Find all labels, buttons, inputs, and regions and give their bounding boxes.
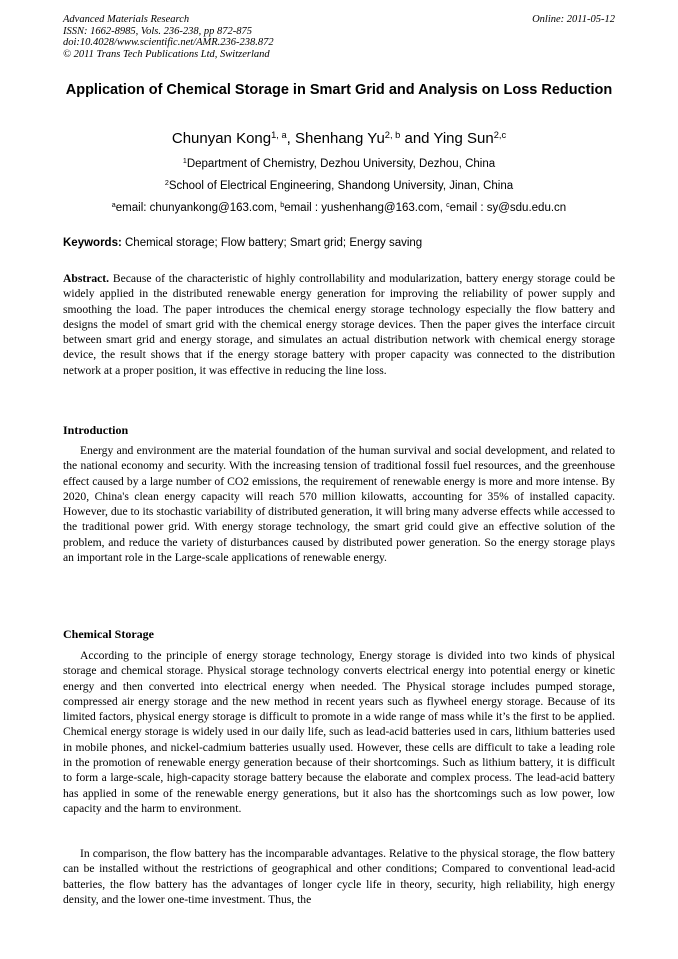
author-3-name: Ying Sun bbox=[433, 130, 494, 147]
affiliation-2-text: School of Electrical Engineering, Shandong University, Jinan, China bbox=[168, 180, 514, 192]
abstract-label: Abstract. bbox=[63, 272, 110, 285]
chemical-storage-paragraph-2: In comparison, the flow battery has the incomparable advantages. Relative to the physical storage, the flow battery can be installed without the restrictions of geographical and other conditions; Compared to conventional lead-acid batteries, the flow battery has the advantages of longer cycle life in theory, security, high reliability, high energy density, and the lower one-time investment. Thus, the bbox=[63, 847, 615, 906]
email-a-sup: a bbox=[111, 201, 116, 210]
online-date: Online: 2011-05-12 bbox=[532, 14, 615, 25]
keywords-label: Keywords: bbox=[63, 237, 122, 249]
abstract-paragraph bbox=[63, 271, 615, 378]
author-separator: and bbox=[400, 130, 434, 147]
author-1-sup: 1, a bbox=[271, 129, 287, 140]
email-b: email : yushenhang@163.com, bbox=[284, 202, 447, 214]
author-line bbox=[63, 130, 615, 148]
copyright-line: © 2011 Trans Tech Publications Ltd, Switzerland bbox=[63, 48, 270, 60]
journal-name: Advanced Materials Research bbox=[63, 14, 190, 25]
abstract-text: Because of the characteristic of highly controllability and modularization, battery energy storage could be widely applied in the distributed renewable energy generation for improving the reliability of power supply and smoothing the load. The paper introduces the chemical energy storage technology especially the flow battery and designs the model of smart grid with the chemical energy storage devices. Then the paper gives the interface circuit between smart grid and energy storage, and simulates an actual distribution network with chemical energy storage device, the result shows that if the energy storage battery with proper capacity was connected to the distribution network at a proper position, it was effective in reducing the line loss. bbox=[63, 272, 615, 377]
keywords-text: Chemical storage; Flow battery; Smart grid; Energy saving bbox=[121, 237, 423, 249]
email-b-sup: b bbox=[280, 201, 285, 210]
issn-line: ISSN: 1662-8985, Vols. 236-238, pp 872-875 bbox=[63, 25, 252, 37]
affiliation-1 bbox=[63, 157, 615, 171]
author-3-sup: 2,c bbox=[493, 129, 507, 140]
email-c-sup: c bbox=[446, 201, 450, 210]
email-line bbox=[63, 201, 615, 215]
chemical-storage-paragraph-1: According to the principle of energy storage technology, Energy storage is divided into two kinds of physical storage and chemical storage. Physical storage technology converts electrical energy into potential energy or kinetic energy and then converted into electrical energy when needed. The Physical storage includes pumped storage, compressed air energy storage and the new method in recent years such as flywheel energy storage. Because of its limited factors, physical energy storage is difficult to promote in a wide range of mass while it’s the first to be applied. Chemical energy storage is widely used in our daily life, such as lead-acid batteries used in cars, lithium batteries used in mobile phones, and nickel-cadmium batteries usually used. However, these cells are difficult to take a leading role in the promotion of renewable energy generation because of their shortcomings. Such as lithium battery, it is difficult to form a large-scale, high-capacity storage battery because the elaborate and complex process. The lead-acid battery has applied in some of the renewable energy generations, but it also has the shortcomings such as low power, low capacity and the harm to environment. bbox=[63, 649, 615, 815]
email-a: email: chunyankong@163.com, bbox=[115, 202, 281, 214]
introduction-paragraph: Energy and environment are the material foundation of the human survival and social development, and related to the national economy and security. With the increasing tension of traditional fossil fuel resources, and the greenhouse effect caused by a large number of CO2 emissions, the requirement of renewable energy is more and more intense. By 2020, China's clean energy capacity will reach 570 million kilowatts, accounting for 35% of installed capacity. However, due to its stochastic variability of distributed generation, it will bring many adverse effects while accessed to the traditional power grid. With energy storage technology, the smart grid could give an effective solution of the problem, and reduce the variety of disturbances caused by distributed power generation. So the energy storage plays an important role in the Large-scale applications of renewable energy. bbox=[63, 444, 615, 565]
author-1-name: Chunyan Kong bbox=[171, 130, 272, 147]
paper-title: Application of Chemical Storage in Smart Grid and Analysis on Loss Reduction bbox=[65, 82, 613, 98]
keywords bbox=[63, 236, 615, 250]
journal-header bbox=[63, 14, 274, 60]
affiliation-2-sup: 2 bbox=[164, 179, 169, 188]
chemical-storage-heading: Chemical Storage bbox=[63, 627, 154, 641]
introduction-heading: Introduction bbox=[63, 423, 129, 437]
author-2-sup: 2, b bbox=[384, 129, 401, 140]
author-2-name: Shenhang Yu bbox=[294, 130, 385, 147]
affiliation-1-text: Department of Chemistry, Dezhou University, Dezhou, China bbox=[186, 158, 496, 170]
affiliation-2 bbox=[63, 179, 615, 193]
email-c: email : sy@sdu.edu.cn bbox=[449, 202, 567, 214]
doi-line: doi:10.4028/www.scientific.net/AMR.236-238.872 bbox=[63, 37, 274, 48]
affiliation-1-sup: 1 bbox=[182, 157, 187, 166]
author-separator: , bbox=[286, 130, 295, 147]
